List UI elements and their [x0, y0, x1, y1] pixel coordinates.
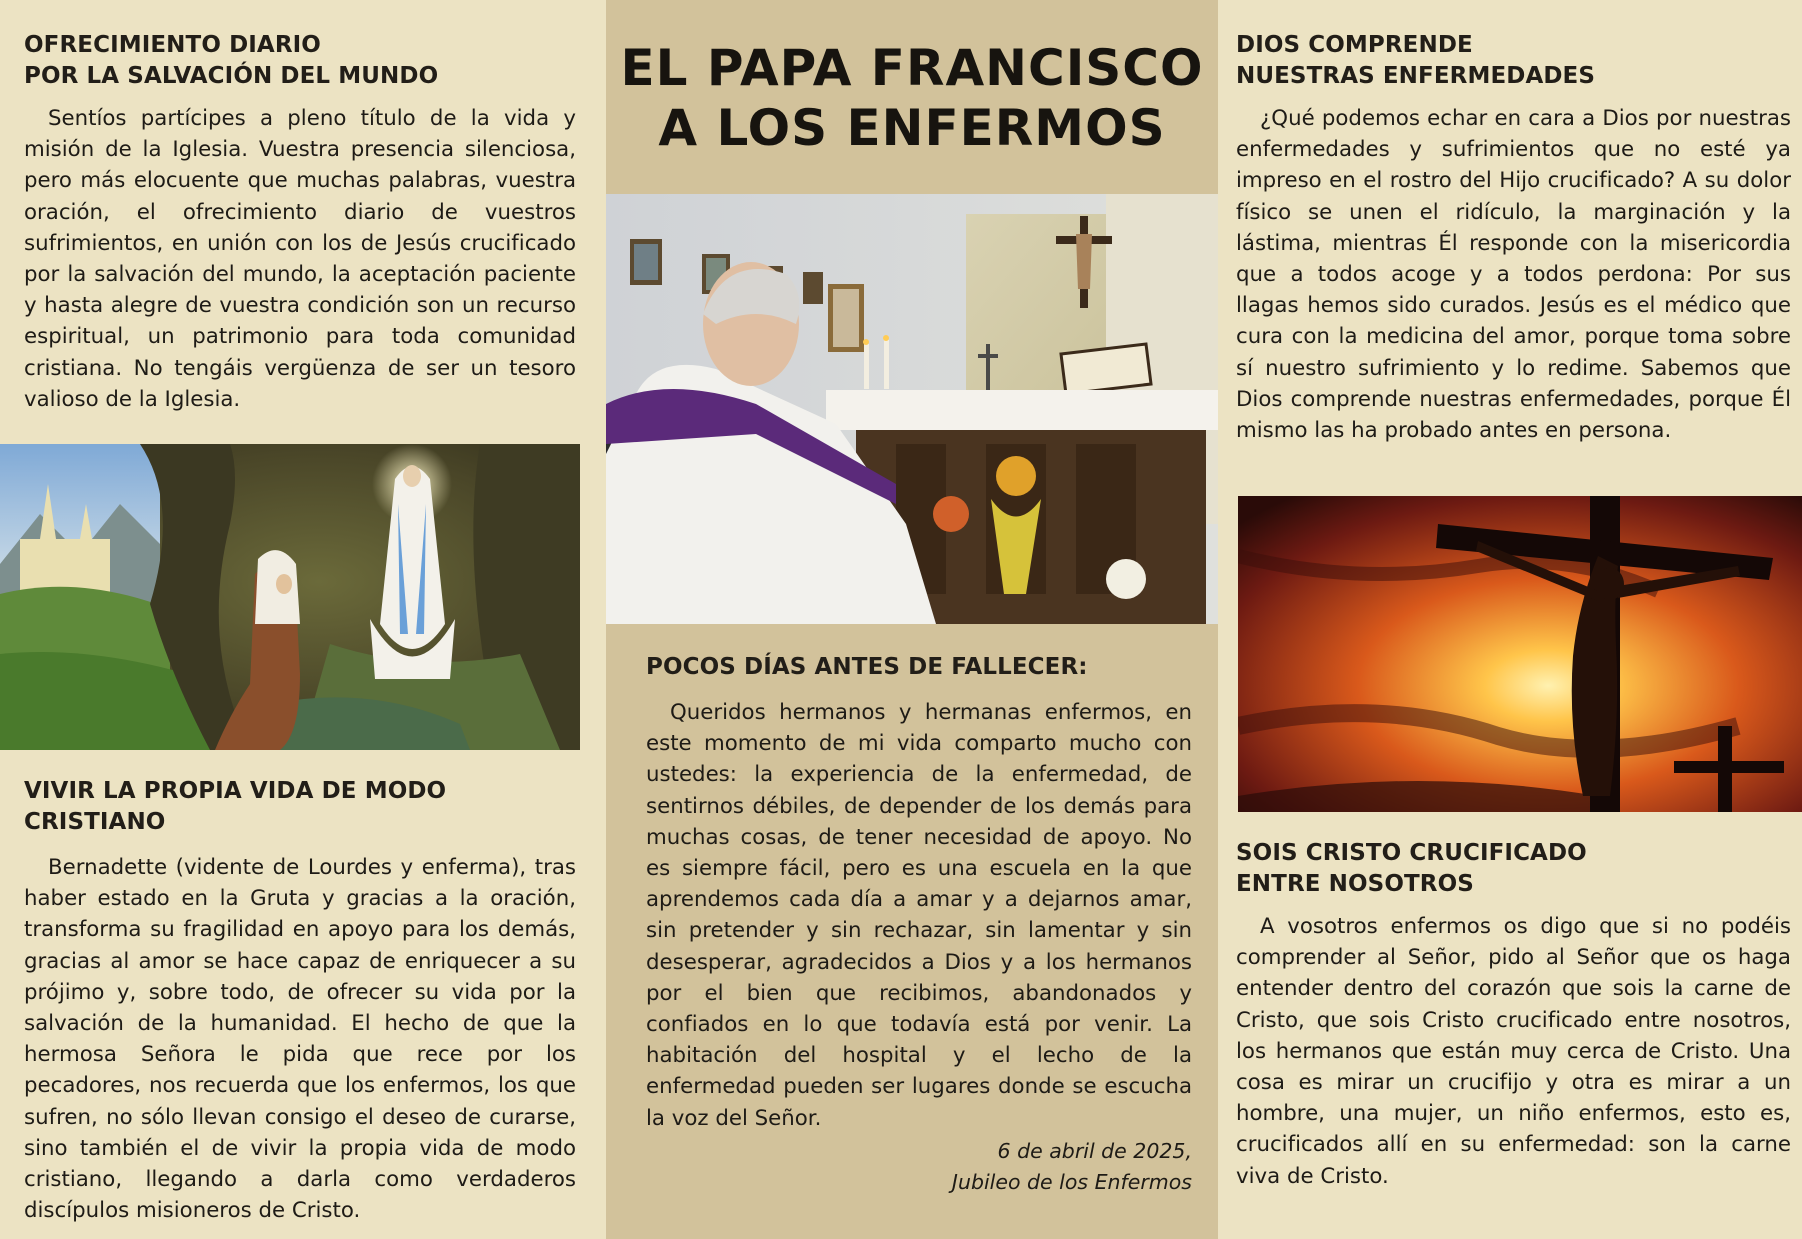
date-signature: [646, 1136, 1192, 1198]
section-christian-life: [24, 776, 576, 1226]
section-christ-crucified: [1236, 838, 1791, 1192]
title-line: A LOS ENFERMOS: [658, 99, 1166, 157]
section-body: Queridos hermanos y hermanas enfermos, en este momento de mi vida comparto mucho con ustedes: la experiencia de la enfermedad, de sentirnos débiles, de depender de los demás para muchas cosas, de tener necesidad de apoyo. No es siempre fácil, pero es una escuela en la que aprendemos cada día a amar y a dejarnos amar, sin pretender y sin rechazar, sin lamentar y sin desesperar, agradecidos a Dios y a los hermanos por el bien que recibimos, abandonados y confiados en lo que todavía está por venir. La habitación del hospital y el lecho de la enfermedad pueden ser lugares donde se escucha la voz del Señor.: [646, 700, 1192, 1131]
section-body: ¿Qué podemos echar en cara a Dios por nuestras enfermedades y sufrimientos que no esté ya impreso en el rostro del Hijo crucificado? A su dolor físico se unen el ridículo, la marginación y la lástima, mientras Él responde con la misericordia que a todos acoge y a todos perdona: Por sus llagas hemos sido curados. Jesús es el médico que cura con la medicina del amor, porque toma sobre sí nuestro sufrimiento y lo redime. Sabemos que Dios comprende nuestras enfermedades, porque Él mismo las ha probado antes en persona.: [1236, 106, 1791, 444]
section-body: Sentíos partícipes a pleno título de la vida y misión de la Iglesia. Vuestra presencia silenciosa, pero más elocuente que muchas palabras, vuestra oración, el ofrecimiento diario de vuestros sufrimientos, en unión con los de Jesús crucificado por la salvación del mundo, la aceptación paciente y hasta alegre de vuestra condición son un recurso espiritual, un patrimonio para toda comunidad cristiana. No tengáis vergüenza de ser un tesoro valioso de la Iglesia.: [24, 106, 576, 412]
right-panel: [1218, 0, 1802, 1239]
section-heading: [1236, 838, 1791, 900]
heading-line: ENTRE NOSOTROS: [1236, 871, 1474, 897]
section-daily-offering: [24, 30, 576, 415]
heading-line: POR LA SALVACIÓN DEL MUNDO: [24, 63, 439, 89]
heading-line: NUESTRAS ENFERMEDADES: [1236, 63, 1596, 89]
crucifix-sunset-image: [1238, 496, 1802, 812]
page-title: [606, 38, 1218, 158]
heading-line: SOIS CRISTO CRUCIFICADO: [1236, 840, 1587, 866]
section-god-understands: [1236, 30, 1791, 446]
section-heading: [24, 30, 576, 92]
section-body: Bernadette (vidente de Lourdes y enferma), tras haber estado en la Gruta y gracias a la oración, transforma su fragilidad en apoyo para los demás, gracias al amor se hace capaz de enriquecer a su prójimo y, sobre todo, de ofrecer su vida por la salvación de la humanidad. El hecho de que la hermosa Señora le pida que rece por los pecadores, nos recuerda que los enfermos, los que sufren, no sólo llevan consigo el deseo de curarse, sino también el de vivir la propia vida de modo cristiano, llegando a darla como verdaderos discípulos misioneros de Cristo.: [24, 855, 576, 1224]
section-before-death: [646, 652, 1192, 1198]
heading-line: OFRECIMIENTO DIARIO: [24, 32, 321, 58]
signature-line: 6 de abril de 2025,: [997, 1138, 1192, 1163]
section-heading: POCOS DÍAS ANTES DE FALLECER:: [646, 654, 1088, 680]
signature-line: Jubileo de los Enfermos: [951, 1169, 1192, 1194]
left-panel: [0, 0, 606, 1239]
lourdes-grotto-image: [0, 444, 580, 750]
title-line: EL PAPA FRANCISCO: [620, 39, 1204, 97]
pope-chapel-photo: [606, 194, 1218, 624]
middle-panel: [606, 0, 1218, 1239]
section-heading: [1236, 30, 1791, 92]
section-body: A vosotros enfermos os digo que si no podéis comprender al Señor, pido al Señor que os haga entender dentro del corazón que sois la carne de Cristo, que sois Cristo crucificado entre nosotros, los hermanos que están muy cerca de Cristo. Una cosa es mirar un crucifijo y otra es mirar a un hombre, una mujer, un niño enfermos, esto es, crucificados allí en su enfermedad: son la carne viva de Cristo.: [1236, 914, 1791, 1189]
heading-line: DIOS COMPRENDE: [1236, 32, 1473, 58]
section-heading: VIVIR LA PROPIA VIDA DE MODO CRISTIANO: [24, 778, 447, 835]
